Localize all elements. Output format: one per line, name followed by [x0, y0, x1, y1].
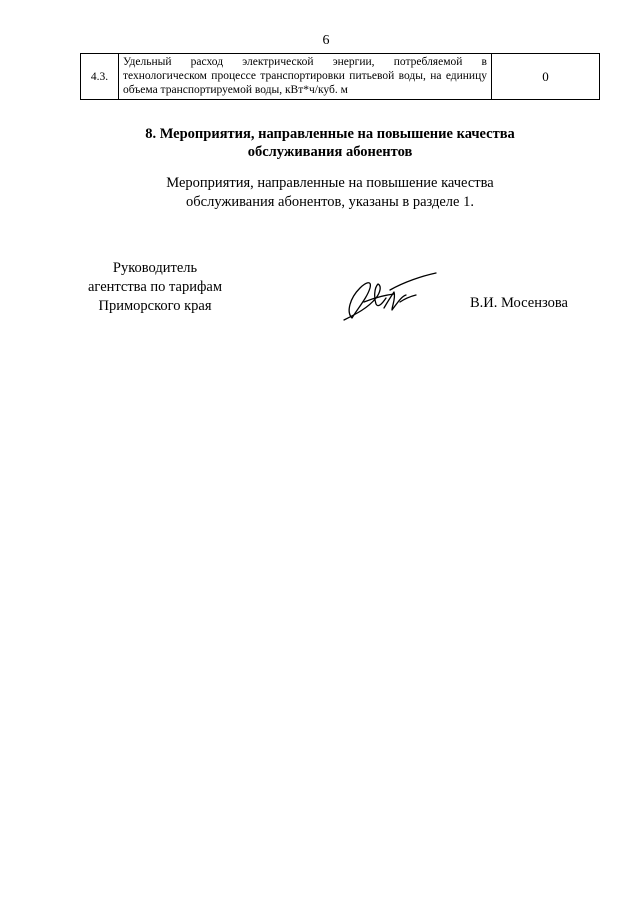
- table-row: [81, 54, 600, 100]
- signer-name: В.И. Мосензова: [470, 295, 568, 311]
- indicators-table: [80, 53, 600, 100]
- section-body-line-2: обслуживания абонентов, указаны в разделе 1.: [186, 194, 474, 210]
- section-body: [100, 174, 560, 212]
- signer-title-line-1: Руководитель: [112, 260, 198, 276]
- section-heading: [100, 125, 560, 161]
- row-description: Удельный расход электрической энергии, потребляемой в технологическом процессе транспортировки питьевой воды, на единицу объема транспортируемой воды, кВт*ч/куб. м: [119, 54, 492, 100]
- row-value: 0: [492, 54, 600, 100]
- row-number: 4.3.: [81, 54, 119, 100]
- signer-title-line-2: агентства по тарифам: [88, 279, 222, 295]
- signer-title-line-3: Приморского края: [98, 298, 212, 314]
- signer-title: [60, 259, 250, 316]
- handwritten-signature: [330, 268, 440, 328]
- section-heading-line-2: обслуживания абонентов: [247, 144, 413, 160]
- section-body-line-1: Мероприятия, направленные на повышение качества: [166, 175, 494, 191]
- page-number: 6: [322, 33, 330, 48]
- section-heading-line-1: 8. Мероприятия, направленные на повышение качества: [145, 126, 515, 142]
